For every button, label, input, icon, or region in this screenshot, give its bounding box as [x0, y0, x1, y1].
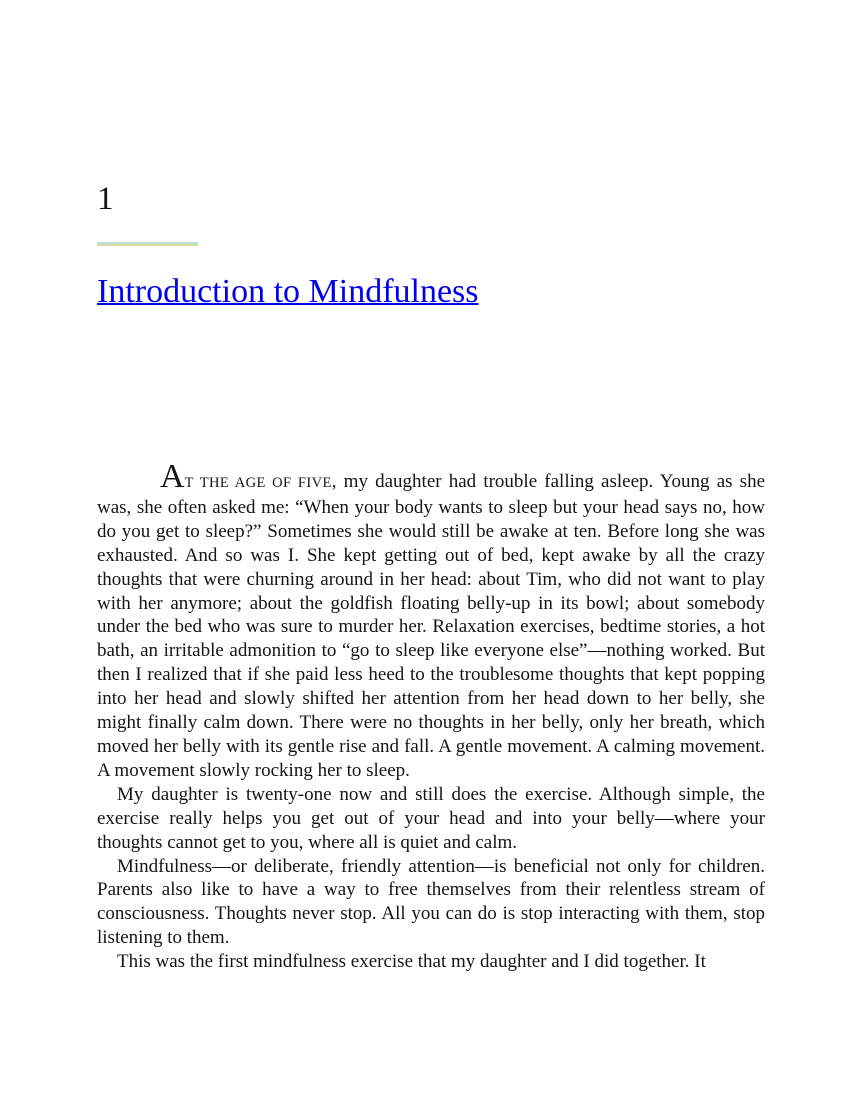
body-text: [97, 458, 766, 974]
chapter-title-link[interactable]: Introduction to Mindfulness: [97, 273, 479, 310]
chapter-number: 1: [97, 181, 114, 217]
paragraph-3: Mindfulness—or deliberate, friendly attention—is beneficial not only for children. Parents also like to have a way to free themselves from their relentless stream of consciousness. Thoughts never stop. All you can do is stop interacting with them, stop listening to them.: [97, 855, 765, 949]
opener-smallcaps: T THE AGE OF FIVE: [184, 475, 332, 491]
paragraph-opening: [97, 458, 766, 783]
paragraph-4: This was the first mindfulness exercise that my daughter and I did together. It: [117, 951, 706, 973]
opener-initial-cap: A: [160, 458, 185, 495]
chapter-rule: [97, 242, 198, 246]
paragraph-2: My daughter is twenty-one now and still does the exercise. Although simple, the exercise really helps you get out of your head and into your belly—where your thoughts cannot get to you, where all is quiet and calm.: [97, 783, 765, 853]
paragraph-opening-text: , my daughter had trouble falling asleep. Young as she was, she often asked me: “When your body wants to sleep but your head says no, how do you get to sleep?” Sometimes she would still be awake at ten. Before long she was exhausted. And so was I. She kept getting out of bed, kept awake by all the crazy thoughts that were churning around in her head: about Tim, who did not want to play with her anymore; about the goldfish floating belly-up in its bowl; about somebody under the bed who was sure to murder her. Relaxation exercises, bedtime stories, a hot bath, an irritable admonition to “go to sleep like everyone else”—nothing worked. But then I realized that if she paid less heed to the troublesome thoughts that kept popping into her head and slowly shifted her attention from her head down to her belly, she might finally calm down. There were no thoughts in her belly, only her breath, which moved her belly with its gentle rise and fall. A gentle movement. A calming movement. A movement slowly rocking her to sleep.: [97, 471, 766, 781]
